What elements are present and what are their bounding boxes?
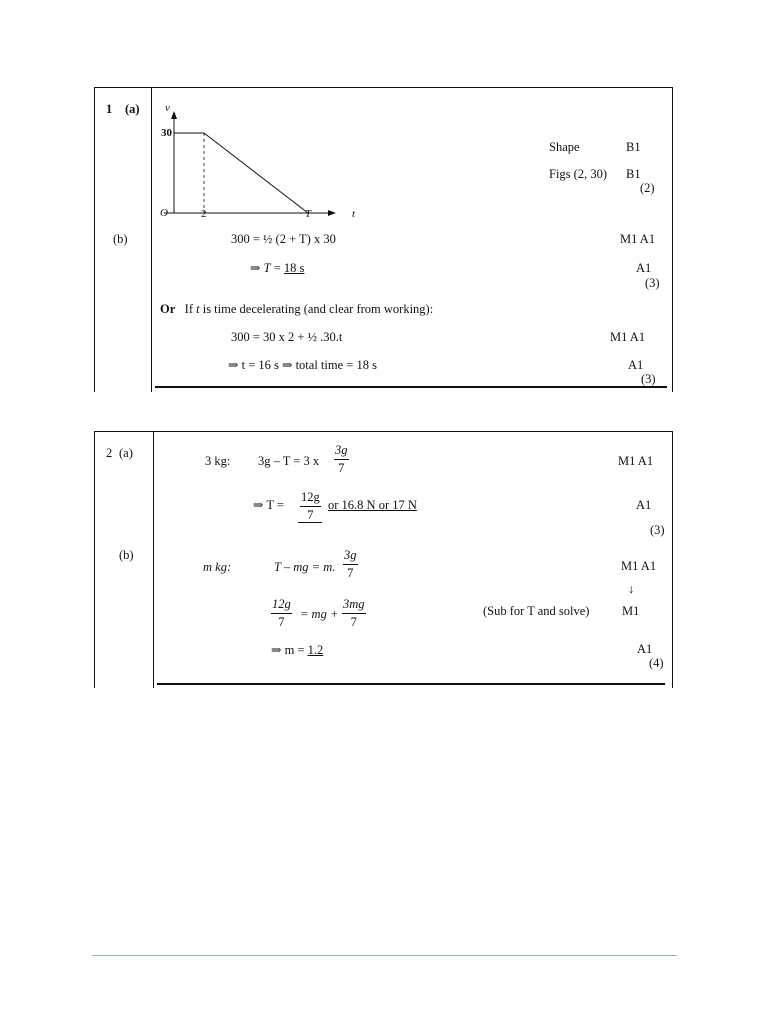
q2-left-border [94, 431, 95, 688]
implies-arrow: ⇒ [250, 261, 261, 275]
part-b-total: (3) [645, 276, 660, 290]
q1-equation-1: 300 = ½ (2 + T) x 30 [231, 232, 336, 246]
answer-18s: 18 s [283, 261, 305, 275]
q2-eq5 [271, 644, 323, 657]
q2-eq4-fraction-1 [271, 598, 292, 628]
alt-equation-1-mark: M1 A1 [610, 330, 646, 344]
alt-equation-2: ⇒ t = 16 s ⇒ total time = 18 s [228, 358, 377, 372]
velocity-time-graph [150, 95, 370, 230]
fraction-numerator: 12g [271, 598, 292, 614]
fraction-denominator: 7 [278, 614, 285, 629]
q2-part-b-total: (4) [649, 656, 664, 670]
q2-eq1-mark: M1 A1 [618, 454, 654, 468]
q2-part-b: (b) [119, 548, 134, 562]
q2-eq2-mark: A1 [636, 498, 652, 512]
footer-rule [92, 955, 677, 956]
fraction-numerator: 3mg [342, 598, 366, 614]
y-tick-30: 30 [161, 127, 172, 139]
fraction-denominator: 7 [307, 507, 314, 522]
q2-eq3-fraction [343, 549, 358, 579]
q1-left-border [94, 87, 95, 392]
fraction-denominator: 7 [350, 614, 357, 629]
q1-number: 1 [106, 102, 113, 116]
q2-eq2-fraction [300, 491, 321, 521]
q1-equation-2-mark: A1 [636, 261, 652, 275]
q2-eq3-mark: M1 A1 [621, 559, 657, 573]
deceleration-segment [204, 133, 308, 213]
q1-part-a: (a) [125, 102, 140, 116]
q2-eq2-underline [298, 522, 322, 523]
q2-eq1-fraction [334, 444, 349, 474]
fraction-denominator: 7 [347, 565, 354, 580]
fraction-numerator: 3g [334, 444, 349, 460]
q2-eq4-fraction-2 [342, 598, 366, 628]
shape-mark: B1 [626, 140, 641, 154]
origin-label: O [160, 207, 168, 219]
var-T: T [263, 261, 271, 275]
x-tick-2: 2 [201, 208, 207, 220]
q2-part-a: (a) [119, 446, 133, 460]
v-axis-label: v [165, 102, 170, 114]
alt-total: (3) [641, 372, 656, 386]
q2-right-border [672, 431, 673, 688]
q2-bottom-rule [157, 683, 665, 685]
figs-label: Figs (2, 30) [549, 167, 607, 181]
fraction-denominator: 7 [338, 460, 345, 475]
t-axis-arrow [328, 210, 336, 216]
answer-m: 1.2 [307, 643, 324, 657]
q1-bottom-rule [155, 386, 667, 388]
q1-equation-2 [250, 262, 304, 275]
v-axis-arrow [171, 111, 177, 119]
q2-number: 2 [106, 446, 113, 460]
equals-sign: = [270, 261, 284, 275]
part-a-total: (2) [640, 181, 655, 195]
alt-equation-2-mark: A1 [628, 358, 644, 372]
q2-top-border [94, 431, 673, 432]
q2-eq4-middle: = mg + [300, 607, 339, 621]
shape-label: Shape [549, 140, 580, 154]
or-text-2: is time decelerating (and clear from working): [199, 302, 434, 316]
or-text-1: If [184, 302, 197, 316]
q2-eq5-prefix: ⇒ m = [271, 643, 308, 657]
q2-mkg-label: m kg: [203, 560, 232, 574]
alternative-method-heading [160, 303, 433, 316]
q1-right-border [672, 87, 673, 392]
q2-part-a-total: (3) [650, 523, 665, 537]
q2-eq2-answers: or 16.8 N or 17 N [328, 498, 417, 512]
down-arrow-icon: ↓ [628, 582, 635, 596]
q2-eq3-lhs: T – mg = m. [274, 560, 336, 574]
q2-eq2-prefix: ⇒ T = [253, 498, 284, 512]
fraction-numerator: 12g [300, 491, 321, 507]
q2-divider [153, 431, 154, 688]
alt-equation-1: 300 = 30 x 2 + ½ .30.t [231, 330, 343, 344]
q1-top-border [94, 87, 673, 88]
q1-part-b: (b) [113, 232, 128, 246]
var-t: t [196, 302, 200, 316]
figs-mark: B1 [626, 167, 641, 181]
q1-equation-1-mark: M1 A1 [620, 232, 656, 246]
q2-eq5-mark: A1 [637, 642, 653, 656]
q2-eq4-mark: M1 [622, 604, 640, 618]
or-word: Or [160, 302, 176, 316]
q2-eq1-lhs: 3g – T = 3 x [258, 454, 320, 468]
q2-eq4-note: (Sub for T and solve) [483, 604, 590, 618]
t-axis-label: t [352, 208, 356, 220]
x-tick-T: T [305, 208, 312, 220]
fraction-numerator: 3g [343, 549, 358, 565]
q2-3kg-label: 3 kg: [205, 454, 231, 468]
